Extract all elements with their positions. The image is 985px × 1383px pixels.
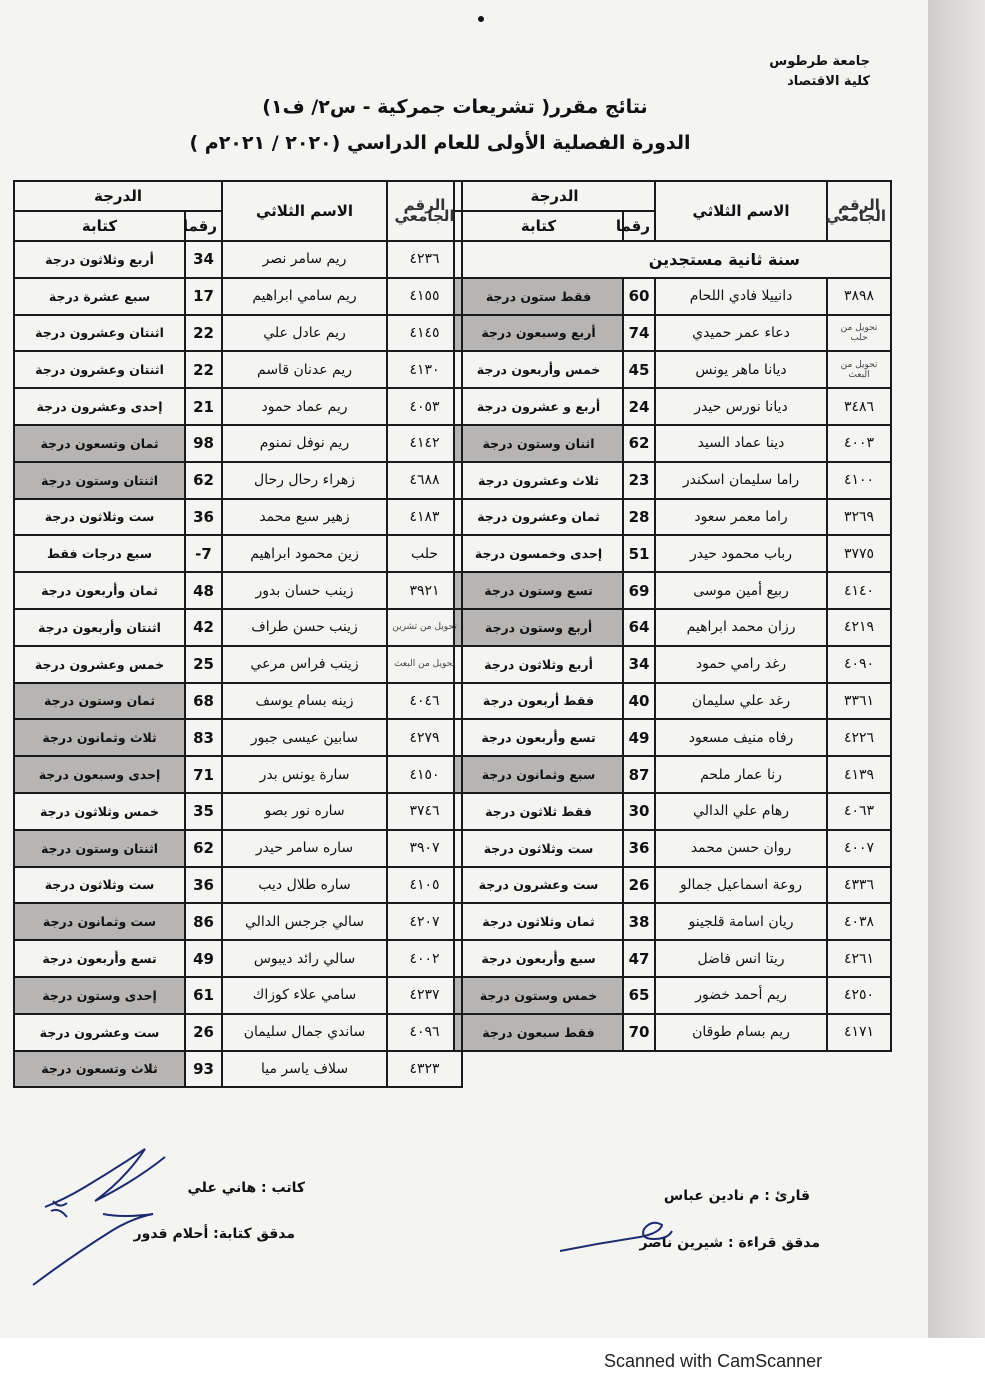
- table-row: [14, 278, 462, 315]
- table-row: [14, 756, 462, 793]
- table-row: [454, 683, 891, 720]
- student-id: ٣٩٠٧: [387, 830, 462, 867]
- grade-words: أربع وسبعون درجة: [454, 315, 623, 352]
- grade-number: 69: [623, 572, 655, 609]
- student-id: ٤٠٩٦: [387, 1014, 462, 1051]
- grade-words: ثمان وأربعون درجة: [14, 572, 185, 609]
- table-row: [14, 793, 462, 830]
- student-name: ريم نوفل نمنوم: [222, 425, 387, 462]
- student-name: روعة اسماعيل جمالو: [655, 867, 827, 904]
- grade-number: 23: [623, 462, 655, 499]
- student-name: سارة يونس بدر: [222, 756, 387, 793]
- student-name: دعاء عمر حميدي: [655, 315, 827, 352]
- table-row: [454, 499, 891, 536]
- header-words: كتابة: [14, 211, 185, 241]
- grade-number: 51: [623, 535, 655, 572]
- grade-words: فقط أربعون درجة: [454, 683, 623, 720]
- table-row: [454, 572, 891, 609]
- grade-number: 34: [185, 241, 222, 278]
- student-id: ٣٨٩٨: [827, 278, 891, 315]
- writer-signature-label: كاتب : هاني علي: [187, 1180, 305, 1196]
- student-name: راما معمر سعود: [655, 499, 827, 536]
- student-id: تحويل من البعث: [387, 646, 462, 683]
- student-id: ٤١٠٠: [827, 462, 891, 499]
- grade-number: 26: [185, 1014, 222, 1051]
- grade-words: ثلاث وثمانون درجة: [14, 719, 185, 756]
- student-id: ٣٣٦١: [827, 683, 891, 720]
- student-name: ريم سامي ابراهيم: [222, 278, 387, 315]
- grade-number: 64: [623, 609, 655, 646]
- writer-checker-label: مدقق كتابة: أحلام قدور: [133, 1226, 295, 1242]
- results-table-right-body: [454, 181, 891, 1051]
- student-id: ٤١٥٠: [387, 756, 462, 793]
- grade-words: أربع وثلاثون درجة: [454, 646, 623, 683]
- grade-number: 70: [623, 1014, 655, 1051]
- grade-words: أربع وستون درجة: [454, 609, 623, 646]
- grade-words: ست وثلاثون درجة: [14, 499, 185, 536]
- grade-number: 74: [623, 315, 655, 352]
- student-id: ٤٠٥٣: [387, 388, 462, 425]
- header-numeric: رقما: [623, 211, 655, 241]
- grade-number: 93: [185, 1051, 222, 1088]
- student-name: زينب حسن طراف: [222, 609, 387, 646]
- grade-number: 21: [185, 388, 222, 425]
- student-name: رفاه منيف مسعود: [655, 719, 827, 756]
- grade-number: 62: [185, 830, 222, 867]
- table-row: [454, 793, 891, 830]
- grade-words: تسع وستون درجة: [454, 572, 623, 609]
- student-id: ٤١٧١: [827, 1014, 891, 1051]
- student-name: رهام علي الدالي: [655, 793, 827, 830]
- document-subtitle: الدورة الفصلية الأولى للعام الدراسي (٢٠٢٠ / ٢٠٢١م ): [189, 132, 691, 154]
- header-numeric: رقما: [185, 211, 222, 241]
- student-name: ريتا انس فاضل: [655, 940, 827, 977]
- header-name: الاسم الثلاثي: [655, 181, 827, 241]
- results-table-right: [453, 180, 892, 1052]
- grade-words: ثلاث وتسعون درجة: [14, 1051, 185, 1088]
- student-id: ٤٠٦٣: [827, 793, 891, 830]
- grade-number: 26: [623, 867, 655, 904]
- table-row: [454, 278, 891, 315]
- student-name: دينا عماد السيد: [655, 425, 827, 462]
- grade-number: 62: [623, 425, 655, 462]
- student-id: ٤٢٢٦: [827, 719, 891, 756]
- student-name: ريم عماد حمود: [222, 388, 387, 425]
- student-id: ٤٠٠٣: [827, 425, 891, 462]
- table-row: [14, 388, 462, 425]
- student-name: رغد علي سليمان: [655, 683, 827, 720]
- student-name: ريم عدنان قاسم: [222, 351, 387, 388]
- student-id: ٤٢٦١: [827, 940, 891, 977]
- grade-number: 25: [185, 646, 222, 683]
- grade-words: خمس وستون درجة: [454, 977, 623, 1014]
- header-name: الاسم الثلاثي: [222, 181, 387, 241]
- table-row: [454, 867, 891, 904]
- table-row: [454, 315, 891, 352]
- grade-number: 36: [185, 867, 222, 904]
- student-id: ٤٢٧٩: [387, 719, 462, 756]
- student-id: تحويل من حلب: [827, 315, 891, 352]
- grade-words: ثمان وثلاثون درجة: [454, 903, 623, 940]
- grade-words: إحدى وخمسون درجة: [454, 535, 623, 572]
- grade-number: 45: [623, 351, 655, 388]
- student-name: ربيع أمين موسى: [655, 572, 827, 609]
- reader-checker-signature-scribble: [555, 1215, 675, 1260]
- grade-number: 87: [623, 756, 655, 793]
- table-row: [14, 903, 462, 940]
- student-id: ٤٠٠٢: [387, 940, 462, 977]
- student-name: زينب فراس مرعي: [222, 646, 387, 683]
- header-grade: الدرجة: [14, 181, 222, 211]
- student-id: تحويل من البعث: [827, 351, 891, 388]
- table-row: [454, 1014, 891, 1051]
- grade-number: 47: [623, 940, 655, 977]
- table-row: [454, 388, 891, 425]
- grade-number: 28: [623, 499, 655, 536]
- grade-words: أربع و عشرون درجة: [454, 388, 623, 425]
- footer-strip: [0, 1338, 985, 1383]
- institution-header: [769, 52, 870, 92]
- grade-words: ثمان وعشرون درجة: [454, 499, 623, 536]
- grade-words: ثلاث وعشرون درجة: [454, 462, 623, 499]
- header-id: الرقم الجامعي: [387, 181, 462, 241]
- grade-words: اثنتان وأربعون درجة: [14, 609, 185, 646]
- table-row: [454, 977, 891, 1014]
- student-name: ريم بسام طوقان: [655, 1014, 827, 1051]
- table-row: [454, 535, 891, 572]
- student-name: ريان اسامة قلجينو: [655, 903, 827, 940]
- grade-number: 83: [185, 719, 222, 756]
- table-row: [14, 462, 462, 499]
- student-id: ٣٧٤٦: [387, 793, 462, 830]
- student-id: ٤١٣٠: [387, 351, 462, 388]
- grade-words: إحدى وستون درجة: [14, 977, 185, 1014]
- table-row: [14, 425, 462, 462]
- student-name: روان حسن محمد: [655, 830, 827, 867]
- grade-words: اثنتان وستون درجة: [14, 830, 185, 867]
- table-row: [14, 499, 462, 536]
- table-row: [454, 719, 891, 756]
- grade-number: 17: [185, 278, 222, 315]
- header-words: كتابة: [454, 211, 623, 241]
- reader-label: قارئ : م نادين عباس: [663, 1188, 810, 1204]
- grade-words: ست وعشرون درجة: [454, 867, 623, 904]
- table-row: [14, 1051, 462, 1088]
- grade-words: سبع درجات فقط: [14, 535, 185, 572]
- scan-speck: [478, 16, 484, 22]
- student-name: ريم عادل علي: [222, 315, 387, 352]
- grade-number: 42: [185, 609, 222, 646]
- grade-number: 7-: [185, 535, 222, 572]
- table-row: [14, 719, 462, 756]
- student-id: ٤٠٩٠: [827, 646, 891, 683]
- table-row: [454, 425, 891, 462]
- student-name: ساره طلال ديب: [222, 867, 387, 904]
- document-title: نتائج مقرر( تشريعات جمركية - س٢/ ف١): [262, 96, 648, 118]
- grade-words: فقط ستون درجة: [454, 278, 623, 315]
- grade-words: ست وعشرون درجة: [14, 1014, 185, 1051]
- grade-number: 24: [623, 388, 655, 425]
- student-id: حلب: [387, 535, 462, 572]
- student-id: ٤٢٣٧: [387, 977, 462, 1014]
- student-id: ٤٦٨٨: [387, 462, 462, 499]
- table-row: [14, 609, 462, 646]
- grade-words: اثنتان وستون درجة: [14, 462, 185, 499]
- student-name: ساره سامر حيدر: [222, 830, 387, 867]
- student-name: سالي جرجس الدالي: [222, 903, 387, 940]
- table-row: [14, 867, 462, 904]
- student-name: سابين عيسى جبور: [222, 719, 387, 756]
- student-name: سلاف ياسر ميا: [222, 1051, 387, 1088]
- grade-words: اثنتان وعشرون درجة: [14, 351, 185, 388]
- results-table-left: [13, 180, 463, 1088]
- table-row: [14, 830, 462, 867]
- grade-words: سبع وأربعون درجة: [454, 940, 623, 977]
- grade-words: فقط ثلاثون درجة: [454, 793, 623, 830]
- grade-words: سبع وثمانون درجة: [454, 756, 623, 793]
- grade-number: 68: [185, 683, 222, 720]
- grade-number: 65: [623, 977, 655, 1014]
- grade-words: خمس وعشرون درجة: [14, 646, 185, 683]
- student-id: ٤٠٣٨: [827, 903, 891, 940]
- header-id: الرقم الجامعي: [827, 181, 891, 241]
- table-row: [454, 830, 891, 867]
- grade-words: ست وثلاثون درجة: [454, 830, 623, 867]
- table-row: [14, 646, 462, 683]
- student-id: ٤١٤٢: [387, 425, 462, 462]
- student-name: زهير سبع محمد: [222, 499, 387, 536]
- page-edge: [928, 0, 985, 1383]
- grade-words: خمس وثلاثون درجة: [14, 793, 185, 830]
- grade-words: اثنتان وعشرون درجة: [14, 315, 185, 352]
- grade-number: 36: [185, 499, 222, 536]
- grade-words: تسع وأربعون درجة: [14, 940, 185, 977]
- table-row: [454, 609, 891, 646]
- grade-number: 22: [185, 351, 222, 388]
- grade-number: 30: [623, 793, 655, 830]
- student-name: ساندي جمال سليمان: [222, 1014, 387, 1051]
- student-name: زينب حسان بدور: [222, 572, 387, 609]
- table-row: [14, 241, 462, 278]
- table-row: [14, 572, 462, 609]
- grade-number: 35: [185, 793, 222, 830]
- table-row: [454, 646, 891, 683]
- grade-words: سبع عشرة درجة: [14, 278, 185, 315]
- section-label: سنة ثانية مستجدين: [454, 241, 891, 278]
- student-name: ريم سامر نصر: [222, 241, 387, 278]
- student-id: ٤١٨٣: [387, 499, 462, 536]
- student-id: ٣٢٦٩: [827, 499, 891, 536]
- student-name: دانييلا فادي اللحام: [655, 278, 827, 315]
- table-row: [14, 1014, 462, 1051]
- student-name: رغد رامي حمود: [655, 646, 827, 683]
- grade-words: تسع وأربعون درجة: [454, 719, 623, 756]
- student-id: ٤٢١٩: [827, 609, 891, 646]
- grade-number: 86: [185, 903, 222, 940]
- table-row: [454, 756, 891, 793]
- student-id: ٤١٤٥: [387, 315, 462, 352]
- student-name: ساره نور بصو: [222, 793, 387, 830]
- student-id: ٣٧٧٥: [827, 535, 891, 572]
- student-id: ٤٠٤٦: [387, 683, 462, 720]
- grade-number: 98: [185, 425, 222, 462]
- student-name: ديانا نورس حيدر: [655, 388, 827, 425]
- grade-number: 38: [623, 903, 655, 940]
- student-name: رزان محمد ابراهيم: [655, 609, 827, 646]
- grade-number: 49: [623, 719, 655, 756]
- student-name: ديانا ماهر يونس: [655, 351, 827, 388]
- student-id: تحويل من تشرين: [387, 609, 462, 646]
- grade-number: 60: [623, 278, 655, 315]
- table-row: [14, 535, 462, 572]
- results-table-left-body: [14, 181, 462, 1087]
- grade-number: 36: [623, 830, 655, 867]
- student-name: زينه بسام يوسف: [222, 683, 387, 720]
- grade-number: 61: [185, 977, 222, 1014]
- grade-words: خمس وأربعون درجة: [454, 351, 623, 388]
- grade-words: ثمان وتسعون درجة: [14, 425, 185, 462]
- grade-words: ست وثمانون درجة: [14, 903, 185, 940]
- table-row: [454, 351, 891, 388]
- writer-signature-scribble: [25, 1145, 185, 1290]
- student-id: ٤٢٠٧: [387, 903, 462, 940]
- grade-words: إحدى وسبعون درجة: [14, 756, 185, 793]
- grade-words: ثمان وستون درجة: [14, 683, 185, 720]
- grade-number: 22: [185, 315, 222, 352]
- table-row: [454, 903, 891, 940]
- student-name: رباب محمود حيدر: [655, 535, 827, 572]
- grade-number: 48: [185, 572, 222, 609]
- student-id: ٤١٣٩: [827, 756, 891, 793]
- student-id: ٤١٠٥: [387, 867, 462, 904]
- student-id: ٤١٤٠: [827, 572, 891, 609]
- university-name: جامعة طرطوس: [769, 54, 870, 69]
- reader-checker-label: مدقق قراءة : شيرين ناصر: [639, 1235, 820, 1251]
- student-name: ريم أحمد خضور: [655, 977, 827, 1014]
- student-name: رنا عمار ملحم: [655, 756, 827, 793]
- grade-number: 34: [623, 646, 655, 683]
- table-row: [14, 977, 462, 1014]
- grade-words: إحدى وعشرون درجة: [14, 388, 185, 425]
- student-name: سامي علاء كوزاك: [222, 977, 387, 1014]
- grade-number: 71: [185, 756, 222, 793]
- student-id: ٤٢٣٦: [387, 241, 462, 278]
- table-row: [454, 940, 891, 977]
- table-row: [454, 462, 891, 499]
- grade-words: فقط سبعون درجة: [454, 1014, 623, 1051]
- student-id: ٤٣٣٦: [827, 867, 891, 904]
- student-name: راما سليمان اسكندر: [655, 462, 827, 499]
- grade-words: اثنان وستون درجة: [454, 425, 623, 462]
- student-id: ٤٠٠٧: [827, 830, 891, 867]
- student-name: زهراء رحال رحال: [222, 462, 387, 499]
- student-name: زين محمود ابراهيم: [222, 535, 387, 572]
- scanner-watermark: Scanned with CamScanner: [604, 1351, 823, 1371]
- student-id: ٤١٥٥: [387, 278, 462, 315]
- table-row: [14, 683, 462, 720]
- student-id: ٣٤٨٦: [827, 388, 891, 425]
- student-id: ٤٣٢٣: [387, 1051, 462, 1088]
- table-row: [14, 315, 462, 352]
- faculty-name: كلية الاقتصاد: [787, 74, 870, 89]
- grade-words: أربع وثلاثون درجة: [14, 241, 185, 278]
- student-name: سالي رائد ديبوس: [222, 940, 387, 977]
- grade-number: 49: [185, 940, 222, 977]
- header-grade: الدرجة: [454, 181, 655, 211]
- grade-number: 62: [185, 462, 222, 499]
- table-row: [14, 940, 462, 977]
- table-row: [14, 351, 462, 388]
- student-id: ٤٢٥٠: [827, 977, 891, 1014]
- student-id: ٣٩٢١: [387, 572, 462, 609]
- grade-number: 40: [623, 683, 655, 720]
- grade-words: ست وثلاثون درجة: [14, 867, 185, 904]
